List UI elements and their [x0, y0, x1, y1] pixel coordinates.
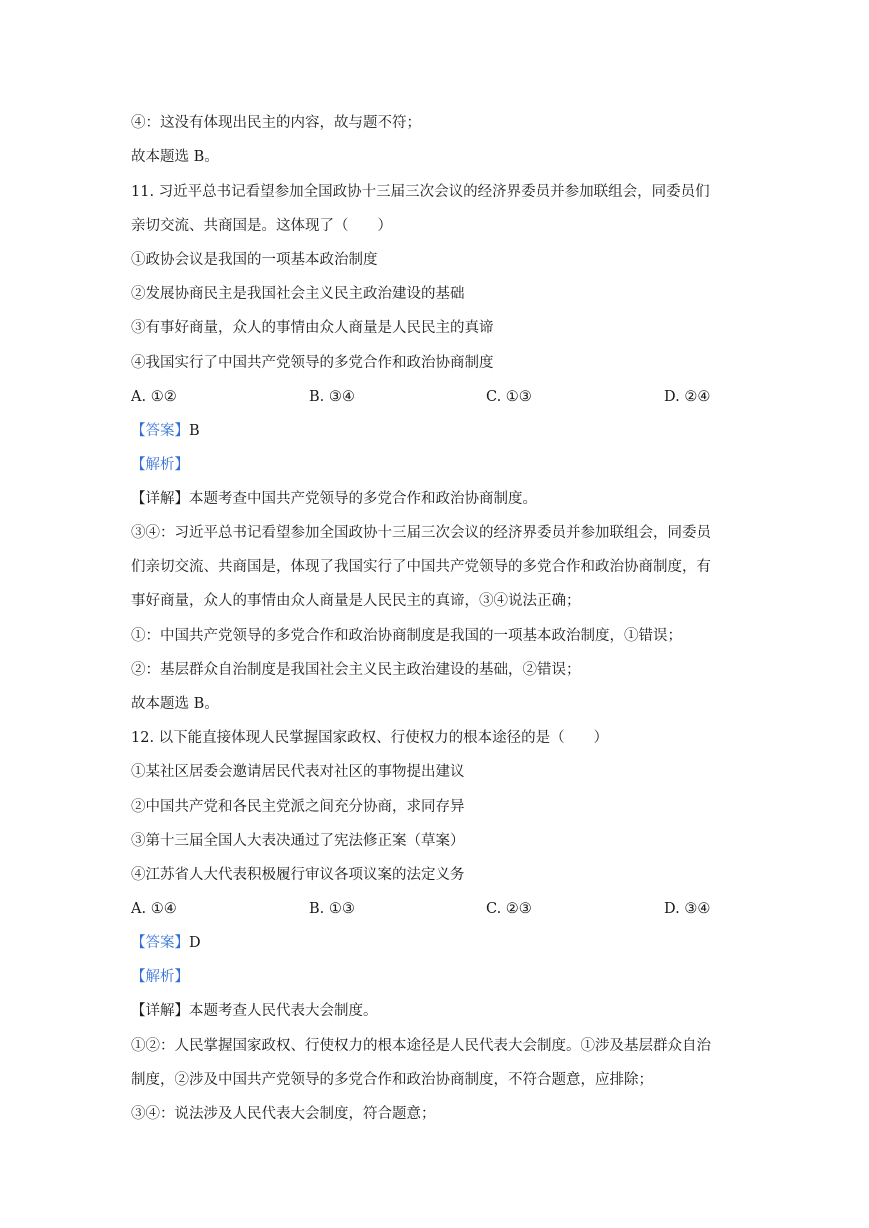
- detail-line: [131, 1001, 378, 1021]
- question-11-stem-cont: 亲切交流、共商国是。这体现了（ ）: [131, 218, 392, 234]
- option-a: A. ①②: [131, 389, 177, 405]
- statement-item: ③第十三届全国人大表决通过了宪法修正案（草案）: [131, 833, 465, 849]
- explanation-line: ③④：习近平总书记看望参加全国政协十三届三次会议的经济界委员并参加联组会，同委员: [131, 525, 711, 541]
- text-line: 故本题选 B。: [131, 149, 219, 165]
- statement-item: ④我国实行了中国共产党领导的多党合作和政治协商制度: [131, 355, 494, 371]
- statement-item: ①某社区居委会邀请居民代表对社区的事物提出建议: [131, 764, 465, 780]
- option-c: C. ①③: [486, 389, 532, 405]
- option-a: A. ①④: [131, 901, 177, 917]
- detail-tag: 【详解】: [131, 1003, 189, 1019]
- detail-text: 本题考查中国共产党领导的多党合作和政治协商制度。: [189, 491, 537, 507]
- question-11-stem: 11. 习近平总书记看望参加全国政协十三届三次会议的经济界委员并参加联组会，同委员们: [131, 184, 710, 200]
- explanation-line: 事好商量，众人的事情由众人商量是人民民主的真谛，③④说法正确；: [131, 593, 581, 609]
- answer-tag: 【答案】: [131, 423, 189, 439]
- explanation-line: ①②：人民掌握国家政权、行使权力的根本途径是人民代表大会制度。①涉及基层群众自治: [131, 1038, 711, 1054]
- answer-value: D: [189, 935, 201, 951]
- option-d: D. ②④: [664, 389, 711, 405]
- explanation-line: ③④：说法涉及人民代表大会制度，符合题意；: [131, 1106, 436, 1122]
- option-d: D. ③④: [664, 901, 711, 917]
- statement-item: ②中国共产党和各民主党派之间充分协商，求同存异: [131, 799, 465, 815]
- statement-item: ①政协会议是我国的一项基本政治制度: [131, 252, 378, 268]
- analysis-tag: 【解析】: [131, 969, 189, 985]
- detail-line: [131, 489, 537, 509]
- explanation-line: ②：基层群众自治制度是我国社会主义民主政治建设的基础，②错误；: [131, 662, 581, 678]
- answer-value: B: [189, 423, 200, 439]
- explanation-line: 制度，②涉及中国共产党领导的多党合作和政治协商制度，不符合题意，应排除；: [131, 1072, 653, 1088]
- answer-line: [131, 421, 200, 441]
- explanation-line: 故本题选 B。: [131, 696, 219, 712]
- statement-item: ④江苏省人大代表积极履行审议各项议案的法定义务: [131, 867, 465, 883]
- explanation-line: ①：中国共产党领导的多党合作和政治协商制度是我国的一项基本政治制度，①错误；: [131, 628, 682, 644]
- explanation-line: 们亲切交流、共商国是，体现了我国实行了中国共产党领导的多党合作和政治协商制度，有: [131, 559, 711, 575]
- question-12-stem: 12. 以下能直接体现人民掌握国家政权、行使权力的根本途径的是（ ）: [131, 730, 609, 746]
- detail-tag: 【详解】: [131, 491, 189, 507]
- option-b: B. ③④: [309, 389, 355, 405]
- analysis-line: [131, 967, 189, 987]
- statement-item: ②发展协商民主是我国社会主义民主政治建设的基础: [131, 286, 465, 302]
- analysis-line: [131, 455, 189, 475]
- statement-item: ③有事好商量，众人的事情由众人商量是人民民主的真谛: [131, 320, 494, 336]
- option-c: C. ②③: [486, 901, 532, 917]
- text-line: ④：这没有体现出民主的内容，故与题不符；: [131, 115, 421, 131]
- answer-tag: 【答案】: [131, 935, 189, 951]
- answer-line: [131, 933, 201, 953]
- analysis-tag: 【解析】: [131, 457, 189, 473]
- option-b: B. ①③: [309, 901, 355, 917]
- detail-text: 本题考查人民代表大会制度。: [189, 1003, 378, 1019]
